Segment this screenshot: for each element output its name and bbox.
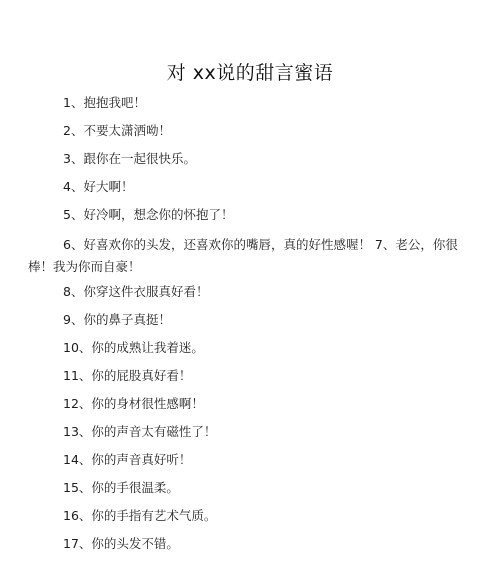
- list-item: 2、不要太潇洒呦！: [63, 123, 171, 138]
- list-item: 3、跟你在一起很快乐。: [63, 151, 196, 166]
- list-item: 15、你的手很温柔。: [63, 480, 179, 495]
- list-item-line: 棒！我为你而自豪！: [28, 259, 141, 274]
- list-item: 17、你的头发不错。: [63, 536, 179, 551]
- page-title: 对 xx说的甜言蜜语: [166, 62, 334, 84]
- list-item: 12、你的身材很性感啊！: [63, 396, 204, 411]
- list-item: 10、你的成熟让我着迷。: [63, 340, 204, 355]
- list-item: 13、你的声音太有磁性了！: [63, 424, 217, 439]
- list-item-line: 6、好喜欢你的头发，还喜欢你的嘴唇，真的好性感喔！ 7、老公，你很: [63, 237, 458, 252]
- list-item: 8、你穿这件衣服真好看！: [63, 284, 209, 299]
- list-item: 5、好冷啊，想念你的怀抱了！: [63, 207, 234, 222]
- list-item: 11、你的屁股真好看！: [63, 368, 192, 383]
- list-item: 9、你的鼻子真挺！: [63, 312, 171, 327]
- list-item: 1、抱抱我吧！: [63, 95, 146, 110]
- list-item-wrapped: [28, 234, 476, 278]
- list-item: 16、你的手指有艺术气质。: [63, 508, 217, 523]
- list-item: 4、好大啊！: [63, 179, 134, 194]
- list-item: 14、你的声音真好听！: [63, 452, 192, 467]
